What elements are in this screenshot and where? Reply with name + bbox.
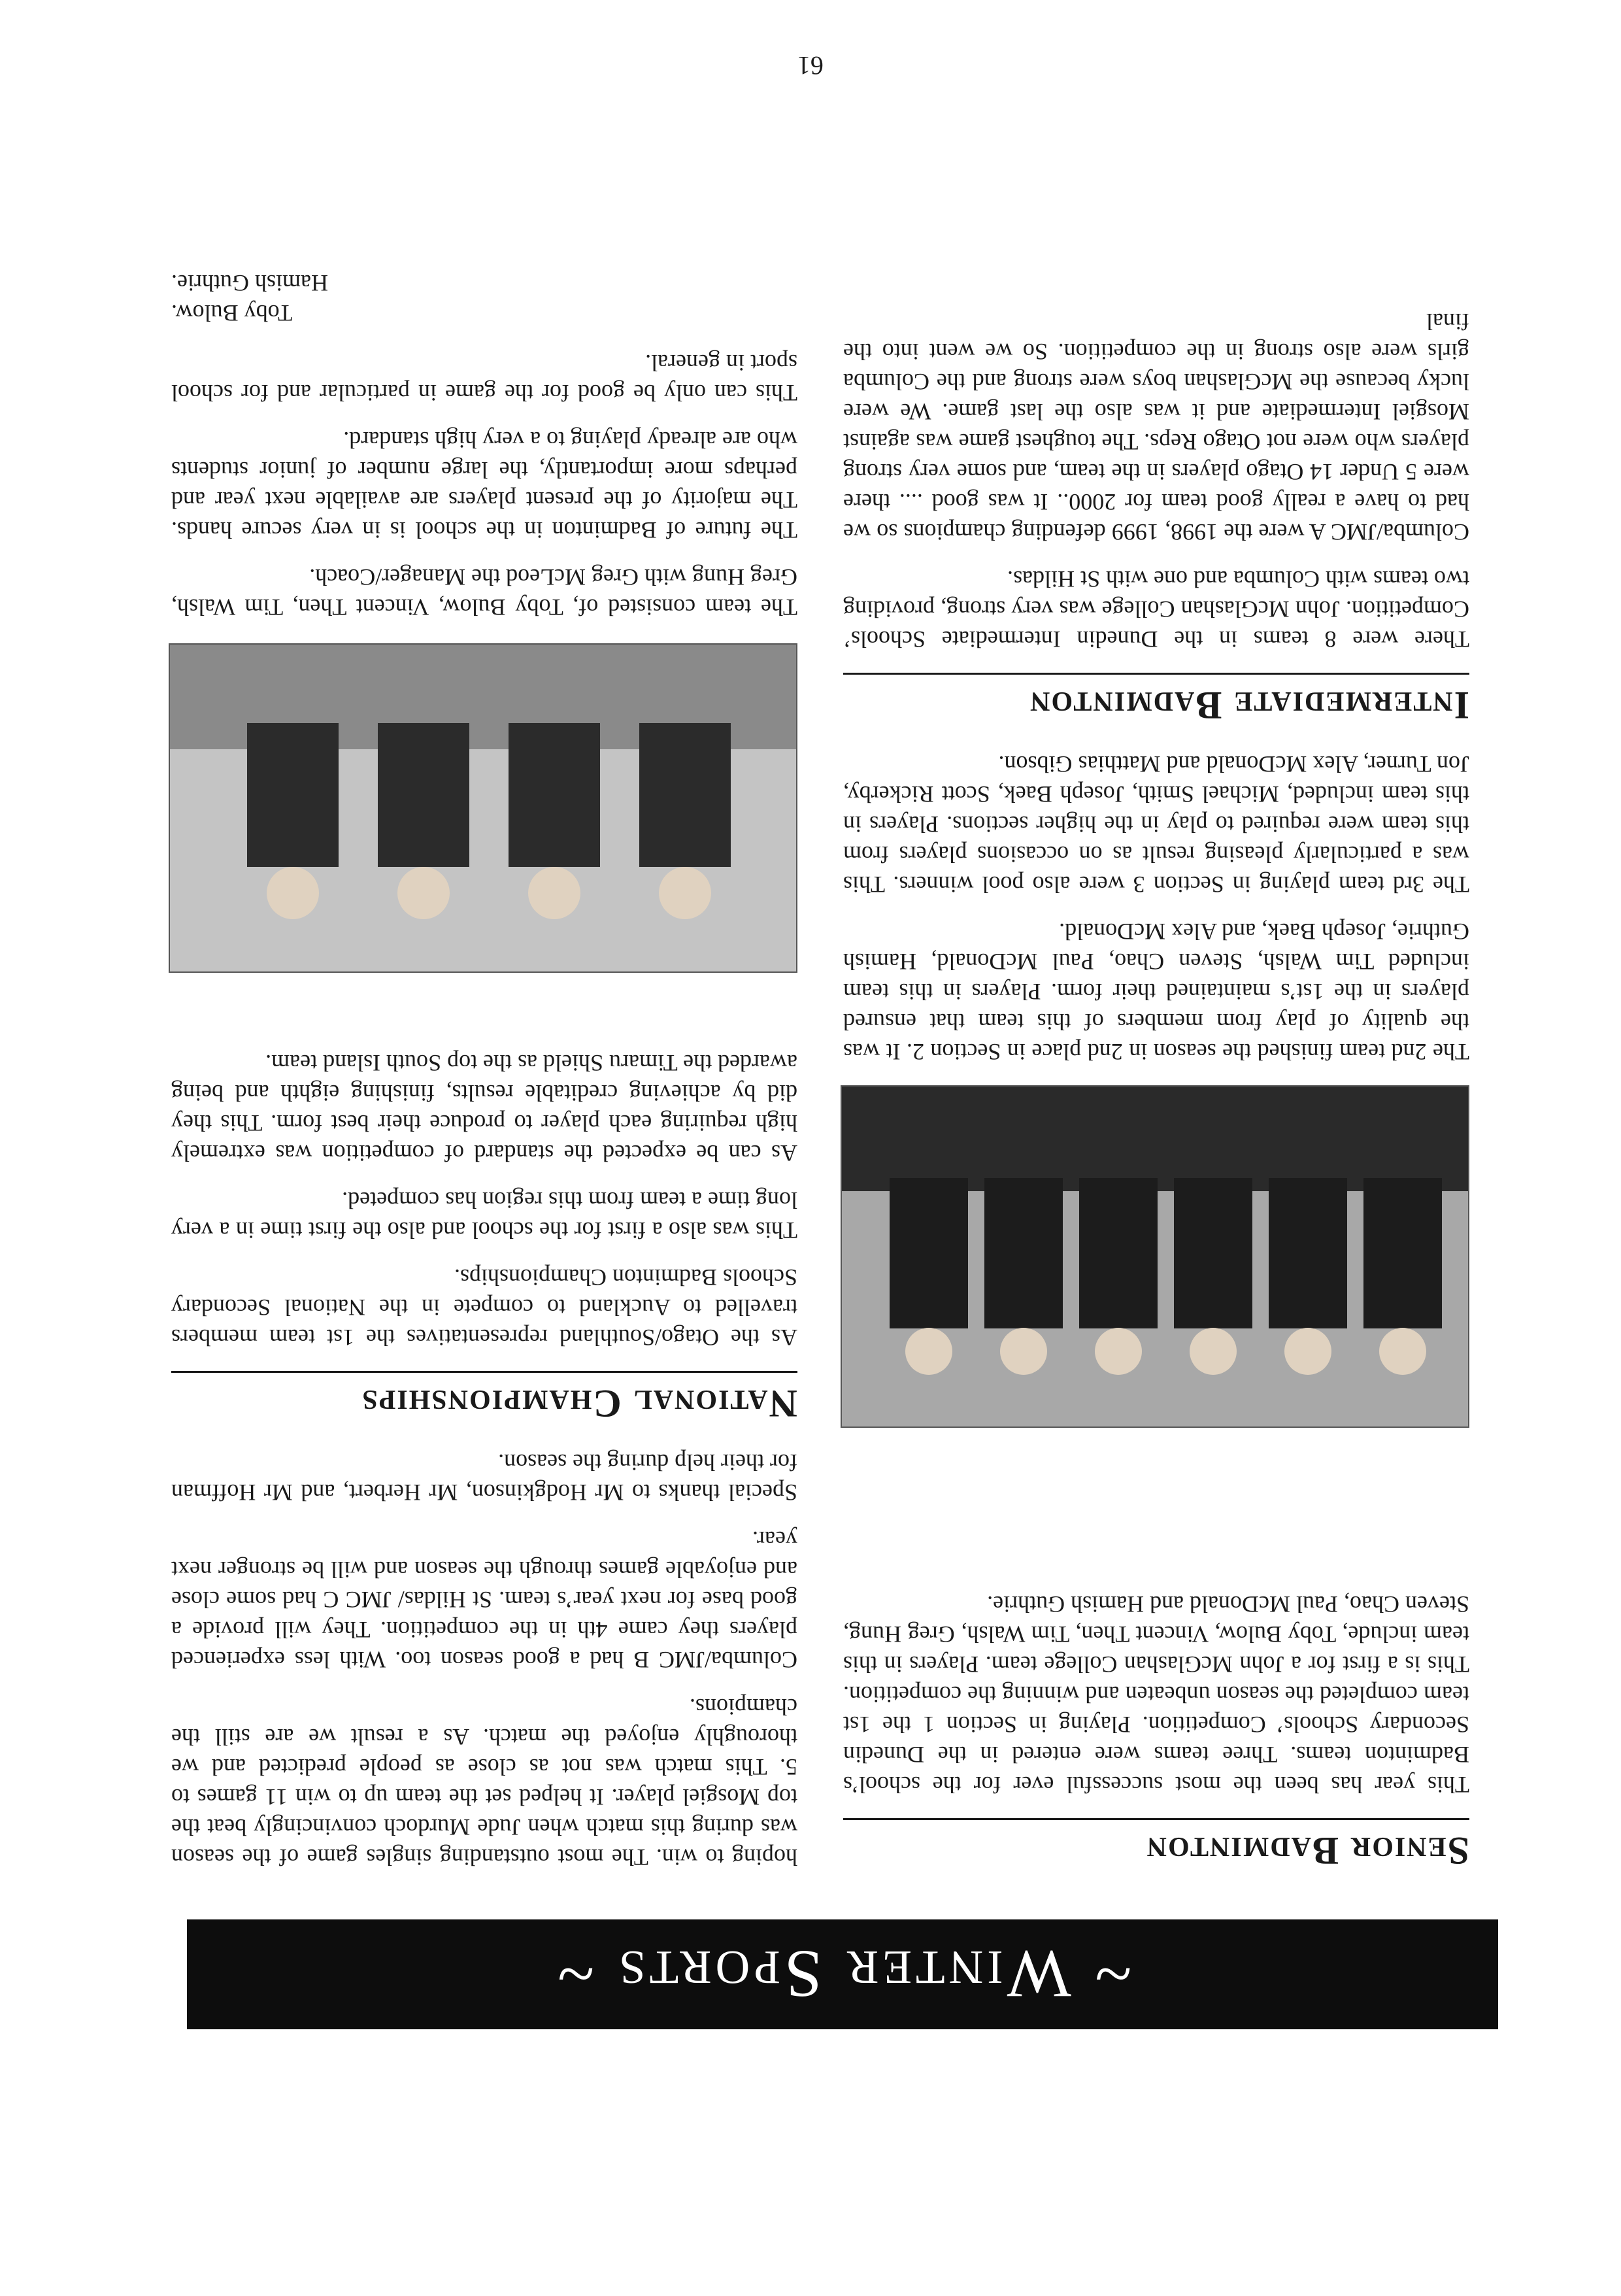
photo-caption: The team consisted of, Toby Bulow, Vincent Then, Tim Walsh, Greg Hung with Greg McLeod the Manager/Coach. bbox=[171, 564, 797, 620]
national-closing-paragraph: This can only be good for the game in particular and for school sport in general. bbox=[171, 350, 797, 406]
continued-paragraph: Special thanks to Mr Hodgkinson, Mr Herbert, and Mr Hoffman for their help during the season. bbox=[171, 1449, 797, 1506]
signoff bbox=[171, 268, 797, 328]
signoff-name: Hamish Guthrie. bbox=[171, 270, 328, 296]
left-column-lower bbox=[843, 290, 1469, 1067]
national-paragraph: This was also a first for the school and also the first time in a very long time a team from this region has competed. bbox=[171, 1187, 797, 1243]
team-photo-icon bbox=[842, 1087, 1468, 1427]
senior-paragraph: The 2nd team finished the season in 2nd place in Section 2. It was the quality of play from members of this team that ensured players in the 1st’s maintained their form. Players in this team included Tim Walsh, Steven Chao, Paul McDonald, Hamish Guthrie, Joseph Baek, and Alex McDonald. bbox=[843, 919, 1469, 1065]
national-closing-paragraph: The future of Badminton in the school is in very secure hands. The majority of the present players are available next year and perhaps more importantly, the large number of junior students who are already playing to a very high standard. bbox=[171, 427, 797, 543]
team-photo-icon bbox=[170, 645, 796, 971]
senior-paragraph: This year has been the most successful ever for the school’s Badminton teams. Three teams were entered in the Dunedin Secondary Schools’ Competition. Playing in Section 1 the 1st team completed the season unbeaten and winning the competition. This is a first for a John McGlashan College team. Players in this team include, Toby Bulow, Vincent Then, Tim Walsh, Greg Hung, Steven Chao, Paul McDonald and Hamish Guthrie. bbox=[843, 1591, 1469, 1798]
senior-paragraph: The 3rd team playing in Section 3 were also pool winners. This was a particularly pleasing result as on occasions players from this team were required to play in the higher sections. Players in this team included, Michael Smith, Joseph Baek, Scott Rickerby, Jon Turner, Alex McDonald and Matthias Gibson. bbox=[843, 751, 1469, 898]
continued-paragraph: hoping to win. The most outstanding singles game of the season was during this match when Jude Murdoch convincingly beat the top Mosgiel player. It helped set the team up to win 11 games to 5. This match was not as close as people predicted and we thoroughly enjoyed the match. As a result we are still the champions. bbox=[171, 1694, 797, 1870]
page-number: 61 bbox=[797, 51, 824, 80]
intermediate-heading: Intermediate Badminton bbox=[843, 673, 1469, 727]
left-column bbox=[843, 1572, 1469, 1872]
national-team-photo bbox=[169, 643, 797, 973]
banner-title: ~ Winter Sports ~ bbox=[553, 1936, 1132, 2012]
section-banner bbox=[187, 1919, 1498, 2029]
continued-paragraph: Columba/JMC B had a good season too. With less experienced players they came 4th in the competition. They will provide a good base for next year’s team. St Hildas/ JMC C had some close and enjoyable games through the season and will be stronger next year. bbox=[171, 1527, 797, 1673]
intermediate-paragraph: There were 8 teams in the Dunedin Intermediate Schools’ Competition. John McGlashan College was very strong, providing two teams with Columba and one with St Hildas. bbox=[843, 566, 1469, 652]
signoff-name: Toby Bulow. bbox=[171, 300, 293, 326]
senior-team-photo bbox=[841, 1085, 1469, 1428]
intermediate-paragraph: Columba/JMC A were the 1998, 1999 defending champions so we had to have a really good team for 2000.. It was good .... there were 5 Under 14 Otago players in the team, and some very strong players who were not Otago Reps. The toughest game was against Mosgiel Intermediate and it was also the last game. We were lucky because the McGlashan boys were strong and the Columba girls were also strong in the competition. So we went into the final bbox=[843, 309, 1469, 545]
national-paragraph: As the Otago/Southland representatives the 1st team members travelled to Auckland to compete in the National Secondary Schools Badminton Championships. bbox=[171, 1264, 797, 1351]
right-column bbox=[171, 1031, 797, 1872]
right-column-lower bbox=[171, 268, 797, 622]
senior-heading: Senior Badminton bbox=[843, 1818, 1469, 1872]
national-heading: National Championships bbox=[171, 1371, 797, 1425]
national-paragraph: As can be expected the standard of competition was extremely high requiring each player to produce their best form. This they did by achieving creditable results, finishing eighth and being awarded the Timaru Shield as the top South Island team. bbox=[171, 1050, 797, 1166]
